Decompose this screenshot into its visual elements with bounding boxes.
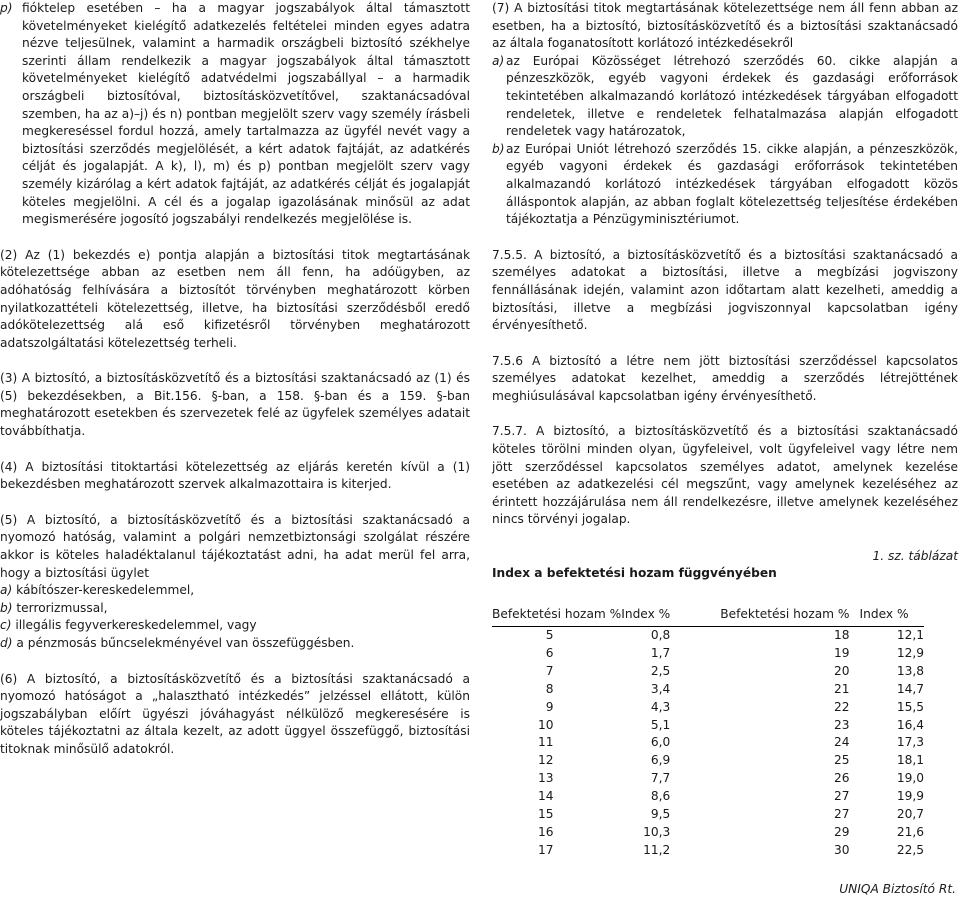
item-marker: b)	[492, 141, 505, 156]
section-7-5-7: 7.5.7. A biztosító, a biztosításközvetítő és a biztosítási szaktanácsadó köteles törölni minden olyan, ügyfeleivel, volt ügyfeleivel vagy létre nem jött szerződéssel kapcsolatos személyes adatot, amelynek kezelése esetében az adatkezelési cél megszűnt, vagy amelynek kezeléséhez az érintett hozzájárulása nem áll rendelkezésre, illetve amelynek kezeléséhez nincs törvényi jogalap.	[492, 424, 958, 527]
table-cell: 12,1	[896, 628, 924, 643]
table-row	[492, 627, 924, 645]
footer-company: UNIQA Biztosító Rt.	[839, 882, 956, 896]
table-cell: 23	[834, 717, 850, 732]
item-text: illegális fegyverkereskedelemmel, vagy	[15, 618, 257, 633]
paragraph-3: (3) A biztosító, a biztosításközvetítő és a biztosítási szaktanácsadó az (1) és (5) bekezdésekben, a Bit.156. §-ban, a 158. §-ban és a 159. §-ban meghatározott esetekben és szervezetek felé az ügyfelek személyes adatait továbbíthatja.	[0, 371, 470, 439]
table-cell: 8	[545, 681, 554, 696]
table-row	[492, 717, 924, 735]
table-body	[492, 627, 924, 860]
list-item-b	[0, 600, 470, 618]
section-7-5-5: 7.5.5. A biztosító, a biztosításközvetítő és a biztosítási szaktanácsadó a személyes adatokat a biztosítási, illetve a megbízási jogviszony fennállásának idején, valamint azon időtartam alatt kezelheti, ameddig a biztosítási, illetve a megbízási jogviszonnyal kapcsolatban igény érvényesíthető.	[492, 247, 958, 333]
item-marker: a)	[0, 583, 13, 598]
table-cell: 11,2	[643, 842, 671, 857]
table-row	[492, 842, 924, 860]
item-text: fióktelep esetében – ha a magyar jogszabályok által támasztott követelményeket kielégítő adatkezelés feltételei minden egyes adatra nézve teljesülnek, valamint a harmadik országbeli biztosító székhelye szerinti állam rendelkezik a magyar jogszabályok által támasztott követelményeket kielégítő adatvédelmi jogszabállyal – a harmadik országbeli biztosítóval, biztosításközvetítővel, szaktanácsadóval szemben, ha az a)–j) és n) pontban megjelölt szerv vagy személy írásbeli megkereséssel fordul hozzá, amely tartalmazza az ügyfél nevét vagy a biztosítási szerződés megjelölését, a kért adatok fajtáját, az adatkérés célját és jogalapját. A k), l), m) és p) pontban megjelölt szerv vagy személy kizárólag a kért adatok fajtáját, az adatkérés célját és jogalapját köteles megjelölni. A cél és a jogalap igazolásának minősül az adat megismerésére jogosító jogszabályi rendelkezés megjelölése is.	[22, 1, 470, 227]
table-cell: 21	[834, 681, 850, 696]
table-cell: 18,1	[896, 753, 924, 768]
header-label: Befektetési hozam %	[720, 607, 850, 622]
right-column	[492, 0, 958, 860]
paragraph-4: (4) A biztosítási titoktartási kötelezettség az eljárás keretén kívül a (1) bekezdésben meghatározott szervek alkalmazottaira is kiterjed.	[0, 459, 470, 492]
table-cell: 20,7	[896, 807, 924, 822]
table-cell: 6,9	[650, 753, 671, 768]
header-cell	[492, 603, 670, 627]
paragraph-2: (2) Az (1) bekezdés e) pontja alapján a biztosítási titok megtartásának kötelezettsége abban az esetben nem áll fenn, ha adóügyben, az adóhatóság felhívására a biztosítót törvényben meghatározott körben nyilatkozattételi kötelezettség, illetve, ha biztosítási szerződésből eredő adókötelezettség alá eső kifizetésről törvényben meghatározott adatszolgáltatási kötelezettség terheli.	[0, 247, 470, 350]
table-cell: 13	[538, 771, 554, 786]
table-cell: 3,4	[650, 681, 671, 696]
table-row	[492, 770, 924, 788]
item-marker: p)	[0, 1, 13, 15]
table-row	[492, 734, 924, 752]
table-cell: 7	[545, 663, 554, 678]
table-caption	[492, 549, 958, 589]
table-cell: 5	[545, 628, 554, 643]
table-row	[492, 645, 924, 663]
header-cell	[850, 603, 924, 627]
table-cell: 6,0	[650, 735, 671, 750]
table-cell: 16	[538, 825, 554, 839]
list-item-7b	[492, 141, 958, 229]
table-cell: 29	[834, 825, 850, 839]
table-cell: 16,4	[896, 717, 924, 732]
left-column	[0, 0, 470, 759]
table-row	[492, 788, 924, 806]
item-text: az Európai Közösséget létrehozó szerződés 60. cikke alapján a pénzeszközök, egyéb vagyoni érdekek és gazdasági erőforrások tekintetében alkalmazandó korlátozó intézkedések tárgyában elfogadott rendeletek, illetve e rendeletek felhatalmazása alapján elfogadott rendeletek vagy határozatok,	[506, 53, 958, 139]
table-cell: 9	[545, 699, 554, 714]
table-cell: 13,8	[896, 663, 924, 678]
table-cell: 2,5	[650, 663, 671, 678]
table-row	[492, 752, 924, 770]
paragraph-5: (5) A biztosító, a biztosításközvetítő és a biztosítási szaktanácsadó a nyomozó hatóság, valamint a polgári nemzetbiztonsági szolgálat részére akkor is köteles haladéktalanul tájékoztatást adni, ha adat merül fel arra, hogy a biztosítási ügylet	[0, 512, 470, 580]
table-cell: 12	[538, 753, 554, 768]
table-cell: 30	[834, 842, 850, 857]
table-cell: 27	[834, 807, 850, 822]
table-row	[492, 663, 924, 681]
table-header-row	[492, 603, 924, 627]
table-cell: 20	[834, 663, 850, 678]
item-marker: b)	[0, 600, 13, 615]
list-item-c	[0, 617, 470, 635]
item-marker: a)	[492, 53, 505, 68]
table-cell: 17	[538, 842, 554, 857]
table-cell: 19,0	[896, 771, 924, 786]
header-label: Index %	[859, 607, 909, 622]
table-cell: 5,1	[650, 717, 671, 732]
table-cell: 8,6	[650, 789, 671, 804]
table-cell: 15,5	[896, 699, 924, 714]
table-cell: 6	[545, 645, 554, 660]
index-table	[492, 603, 924, 860]
table-cell: 10,3	[643, 825, 671, 839]
item-text: az Európai Uniót létrehozó szerződés 15. cikke alapján, a pénzeszközök, egyéb vagyoni érdekek és gazdasági erőforrások tekintetében alkalmazandó korlátozó intézkedések tárgyában elfogadott közös álláspontok alapján, az abban foglalt kötelezettség teljesítése érdekében tájékoztatja a Pénzügyminisztériumot.	[506, 141, 958, 227]
table-cell: 7,7	[650, 771, 671, 786]
table-cell: 18	[834, 628, 850, 643]
section-7-5-6: 7.5.6 A biztosító a létre nem jött biztosítási szerződéssel kapcsolatos személyes adatokat kezelhet, ameddig a szerződés létrejöttének meghiúsulásával kapcsolatban igény érvényesíthető.	[492, 353, 958, 403]
table-cell: 24	[834, 735, 850, 750]
item-marker: c)	[0, 618, 12, 633]
table-cell: 22	[834, 699, 850, 714]
header-label: Index %	[621, 607, 671, 622]
table-row	[492, 806, 924, 824]
list-item-d	[0, 635, 470, 653]
item-marker: d)	[0, 636, 13, 650]
table-cell: 0,8	[650, 628, 671, 643]
table-cell: 11	[538, 735, 554, 750]
table-number: 1. sz. táblázat	[872, 549, 958, 564]
list-item-7a	[492, 53, 958, 141]
table-cell: 14,7	[896, 681, 924, 696]
table-cell: 21,6	[896, 825, 924, 839]
table-cell: 9,5	[650, 807, 671, 822]
table-cell: 1,7	[650, 645, 671, 660]
table-cell: 12,9	[896, 645, 924, 660]
table-cell: 17,3	[896, 735, 924, 750]
table-cell: 15	[538, 807, 554, 822]
table-cell: 27	[834, 789, 850, 804]
item-text: a pénzmosás bűncselekményével van összefüggésben.	[16, 636, 355, 650]
paragraph-6: (6) A biztosító, a biztosításközvetítő és a biztosítási szaktanácsadó a nyomozó hatóságot a „halasztható intézkedés” jelzéssel ellátott, külön jogszabályban előírt ügyészi jóváhagyást nélkülöző megkeresésére is köteles tájékoztatni az általa kezelt, az adott üggyel összefüggő, biztosítási titoknak minősülő adatokról.	[0, 671, 470, 756]
table-cell: 10	[538, 717, 554, 732]
table-cell: 26	[834, 771, 850, 786]
table-cell: 4,3	[650, 699, 671, 714]
list-item-p	[0, 0, 470, 229]
header-label: Befektetési hozam %	[492, 607, 622, 622]
table-title: Index a befektetési hozam függvényében	[492, 566, 777, 581]
item-text: terrorizmussal,	[16, 600, 108, 615]
table-row	[492, 699, 924, 717]
table-cell: 19,9	[896, 789, 924, 804]
table-row	[492, 681, 924, 699]
paragraph-7-intro: (7) A biztosítási titok megtartásának kötelezettsége nem áll fenn abban az esetben, ha a biztosító, biztosításközvetítő és a biztosítási szaktanácsadó az általa foganatosított korlátozó intézkedésekről	[492, 1, 958, 51]
table-cell: 14	[538, 789, 554, 804]
item-text: kábítószer-kereskedelemmel,	[16, 583, 195, 598]
header-cell	[670, 603, 849, 627]
table-cell: 19	[834, 645, 850, 660]
table-cell: 25	[834, 753, 850, 768]
list-item-a	[0, 582, 470, 600]
table-row	[492, 824, 924, 842]
table-cell: 22,5	[896, 842, 924, 857]
